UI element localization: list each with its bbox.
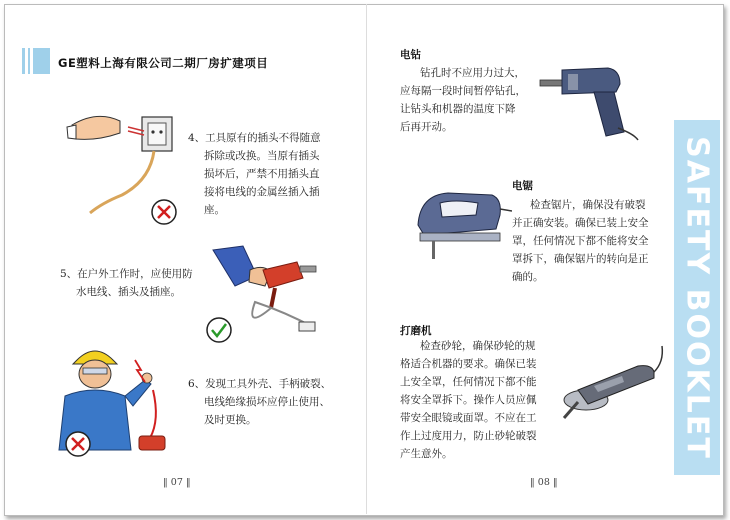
wrong-mark-icon <box>150 198 178 226</box>
side-banner-text: SAFETY BOOKLET <box>679 135 715 460</box>
grinder-text: 检查砂轮，确保砂轮的规 格适合机器的要求。确保已装 上安全罩，任何情况下都不能 将安全罩拆下。操作人员应佩 带安全眼镜或面罩。不应在工 作上过度用力，防止砂轮破裂 产生意外。 <box>400 340 537 460</box>
jigsaw-text: 检查锯片，确保没有破裂 并正确安装。确保已装上安全 罩，任何情况下都不能将安全 罩拆下，确保锯片的转向是正 确的。 <box>512 199 649 283</box>
drill-heading: 电钻 <box>400 49 421 61</box>
title-accent-bar <box>22 48 50 74</box>
jigsaw-heading: 电锯 <box>512 180 533 192</box>
correct-mark-icon <box>205 316 233 344</box>
item-4-text: 4、工具原有的插头不得随意 拆除或改换。当原有插头 损坏后，严禁不用插头直 接将电线的金属丝插入插 座。 <box>188 132 321 216</box>
wrong-mark-icon <box>64 430 92 458</box>
page-title: GE塑料上海有限公司二期厂房扩建项目 <box>58 56 269 70</box>
grinder-heading: 打磨机 <box>400 325 432 337</box>
angle-grinder-icon <box>558 340 668 430</box>
side-banner-text-wrap <box>674 120 720 475</box>
book-spine <box>366 4 367 514</box>
worker-illustration <box>35 340 175 465</box>
drill-text: 钻孔时不应用力过大， 应每隔一段时间暂停钻孔， 让钻头和机器的温度下降 后再开动。 <box>400 67 526 133</box>
electric-drill-icon <box>538 62 642 142</box>
item-6-text: 6、发现工具外壳、手柄破裂、 电线绝缘损坏应停止使用、 及时更换。 <box>188 378 332 426</box>
page-number-left: ‖ 07 ‖ <box>163 477 191 488</box>
page-number-right: ‖ 08 ‖ <box>530 477 558 488</box>
item-5-text: 5、在户外工作时，应使用防 水电线、插头及插座。 <box>60 268 193 298</box>
jigsaw-icon <box>408 185 512 263</box>
